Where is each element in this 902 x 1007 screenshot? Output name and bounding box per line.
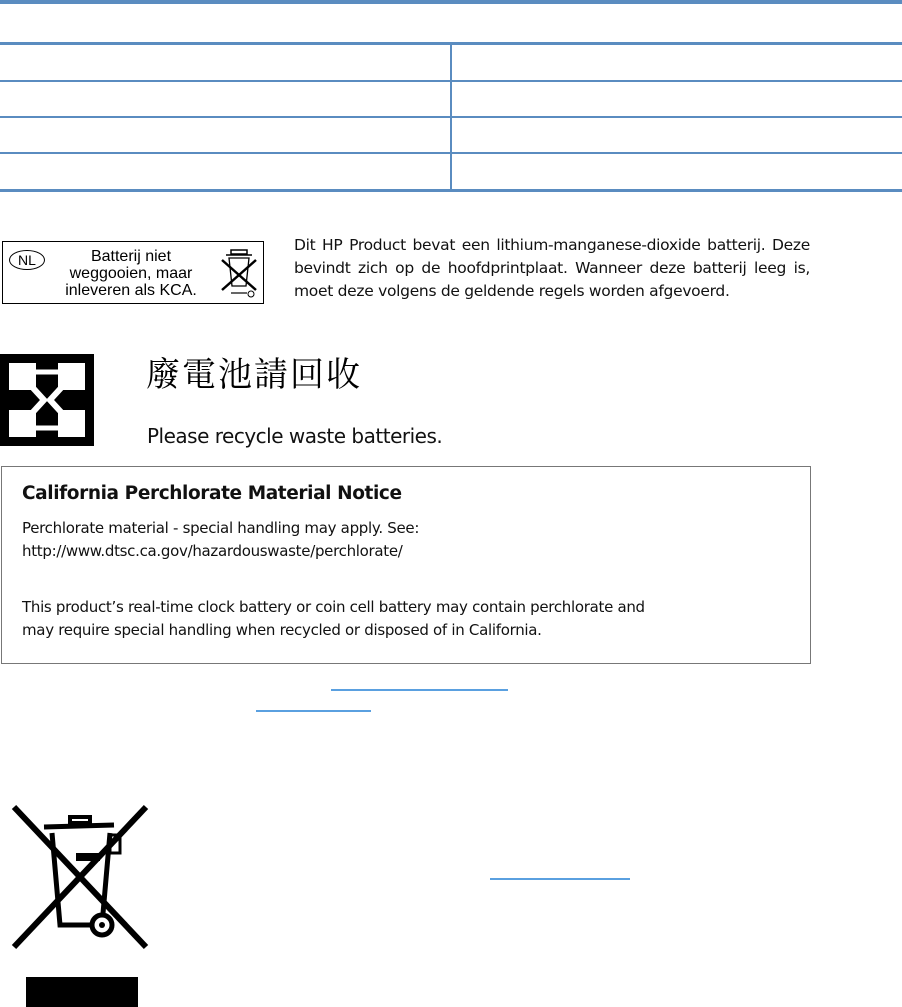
california-notice-line: Perchlorate material - special handling may apply. See: bbox=[22, 519, 420, 537]
nl-label-line: weggooien, maar bbox=[69, 265, 193, 282]
spec-table-header bbox=[0, 2, 902, 44]
california-notice-url: http://www.dtsc.ca.gov/hazardouswaste/perchlorate/ bbox=[22, 542, 403, 560]
nl-crossed-bin-icon bbox=[217, 246, 261, 300]
table-cell bbox=[451, 44, 902, 81]
spec-table-header-row bbox=[0, 2, 902, 44]
table-cell bbox=[0, 153, 451, 190]
table-cell bbox=[0, 81, 451, 117]
nl-label-line: inleveren als KCA. bbox=[65, 282, 197, 299]
california-notice-line: This product’s real-time clock battery or coin cell battery may contain perchlorate and bbox=[22, 598, 645, 616]
spec-table bbox=[0, 0, 902, 192]
table-row bbox=[0, 117, 902, 153]
taiwan-recycle-icon bbox=[0, 354, 94, 446]
nl-battery-label bbox=[2, 241, 264, 304]
california-notice-line: may require special handling when recycled or disposed of in California. bbox=[22, 621, 542, 639]
hyperlink-underline[interactable] bbox=[256, 710, 371, 712]
weee-black-bar bbox=[26, 977, 138, 1007]
table-cell bbox=[0, 44, 451, 81]
table-cell bbox=[0, 117, 451, 153]
table-cell bbox=[451, 153, 902, 190]
table-row bbox=[0, 44, 902, 81]
nl-battery-paragraph: Dit HP Product bevat een lithium-manganese-dioxide batterij. Deze bevindt zich op de hoofdprintplaat. Wanneer deze batterij leeg is, moet deze volgens de geldende regels worden afgevoerd. bbox=[294, 236, 810, 300]
california-notice-box bbox=[1, 466, 811, 664]
california-notice-title: California Perchlorate Material Notice bbox=[22, 483, 402, 504]
hyperlink-underline[interactable] bbox=[331, 689, 508, 691]
weee-crossed-bin-icon bbox=[10, 803, 152, 951]
taiwan-chinese-text: 廢電池請回收 bbox=[146, 355, 362, 395]
hyperlink-underline[interactable] bbox=[490, 878, 630, 880]
table-row bbox=[0, 153, 902, 190]
nl-label-text bbox=[47, 248, 215, 299]
taiwan-english-text: Please recycle waste batteries. bbox=[147, 424, 443, 448]
table-cell bbox=[451, 117, 902, 153]
nl-country-badge: NL bbox=[9, 250, 45, 270]
nl-label-line: Batterij niet bbox=[90, 248, 172, 265]
table-row bbox=[0, 81, 902, 117]
table-cell bbox=[451, 81, 902, 117]
